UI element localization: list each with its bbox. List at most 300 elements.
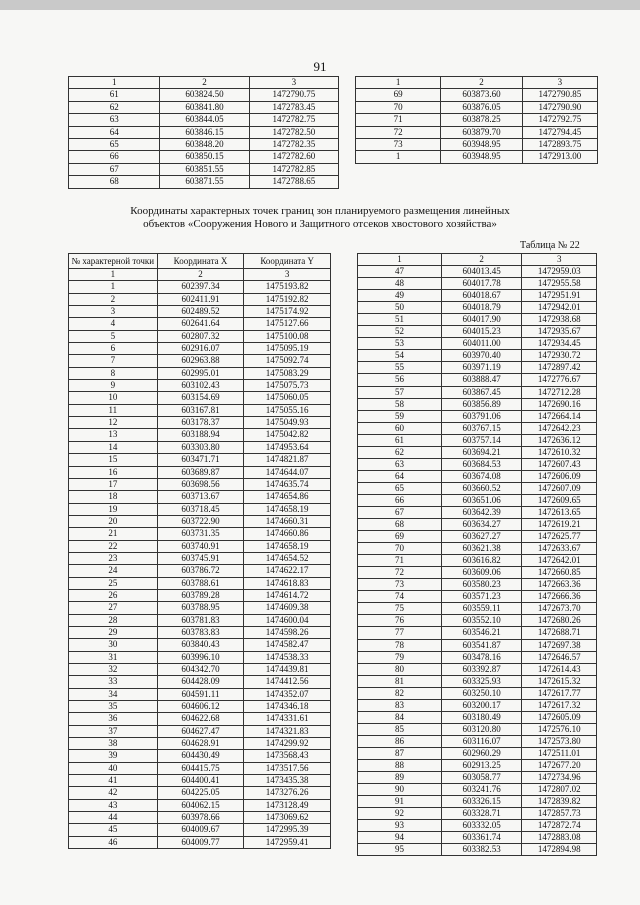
table-row <box>358 362 597 374</box>
table-row <box>356 89 598 101</box>
coordinate-y-cell: 1475055.16 <box>244 404 331 416</box>
table-row <box>69 176 339 188</box>
point-number-cell: 2 <box>69 293 158 305</box>
table-row <box>358 410 597 422</box>
caption-line-2: объектов «Сооружения Нового и Защитного отсеков хвостового хозяйства» <box>143 218 497 230</box>
point-number-cell: 34 <box>69 688 158 700</box>
point-number-cell: 1 <box>356 151 441 163</box>
coordinate-x-cell: 603188.94 <box>157 429 244 441</box>
coordinate-y-cell: 1472646.57 <box>522 651 597 663</box>
point-number-cell: 82 <box>358 687 442 699</box>
point-number-cell: 85 <box>358 723 442 735</box>
coordinate-y-cell: 1473128.49 <box>244 799 331 811</box>
coordinate-x-cell: 603303.80 <box>157 441 244 453</box>
table-row <box>69 114 339 126</box>
coordinate-x-cell: 603757.14 <box>441 434 521 446</box>
table-row <box>69 565 331 577</box>
coordinate-x-cell: 603970.40 <box>441 350 521 362</box>
coordinate-y-cell: 1474321.83 <box>244 725 331 737</box>
table-row <box>69 664 331 676</box>
point-number-cell: 74 <box>358 591 442 603</box>
coordinate-x-cell: 604622.68 <box>157 713 244 725</box>
point-number-cell: 24 <box>69 565 158 577</box>
coordinate-x-cell: 602807.32 <box>157 330 244 342</box>
point-number-cell: 25 <box>69 577 158 589</box>
coordinate-x-cell: 603788.95 <box>157 602 244 614</box>
coordinate-y-cell: 1472605.09 <box>522 711 597 723</box>
table-row <box>358 663 597 675</box>
point-number-cell: 1 <box>356 77 441 89</box>
coordinate-x-cell: 602913.25 <box>441 759 521 771</box>
point-number-cell: 21 <box>69 528 158 540</box>
coordinate-y-cell: 1472666.36 <box>522 591 597 603</box>
coordinate-y-cell: 1472790.75 <box>249 89 338 101</box>
point-number-cell: 44 <box>69 812 158 824</box>
coordinate-y-cell: 1472625.77 <box>522 531 597 543</box>
coordinate-y-cell: 1472935.67 <box>522 326 597 338</box>
table-row <box>358 458 597 470</box>
table-row <box>358 266 597 278</box>
coordinate-x-cell: 602489.52 <box>157 306 244 318</box>
coordinate-y-cell: 1472930.72 <box>522 350 597 362</box>
coordinate-x-cell: 603616.82 <box>441 555 521 567</box>
coordinate-x-cell: 603850.15 <box>160 151 249 163</box>
coordinate-x-cell: 603841.80 <box>160 101 249 113</box>
table-row <box>69 552 331 564</box>
coordinate-x-cell: 603471.71 <box>157 454 244 466</box>
top-right-table-body <box>356 77 598 164</box>
point-number-cell: 48 <box>358 278 442 290</box>
point-number-cell: 70 <box>358 543 442 555</box>
coordinate-y-cell: 1472959.03 <box>522 266 597 278</box>
table-row <box>358 386 597 398</box>
coordinate-x-cell: 602397.34 <box>157 281 244 293</box>
point-number-cell: 87 <box>358 747 442 759</box>
coordinate-y-cell: 1474618.83 <box>244 577 331 589</box>
coordinate-x-cell: 604011.00 <box>441 338 521 350</box>
point-number-cell: 71 <box>356 114 441 126</box>
point-number-cell: 45 <box>69 824 158 836</box>
point-number-cell: 67 <box>69 163 160 175</box>
coordinate-y-cell: 1472794.45 <box>522 126 597 138</box>
coordinate-y-cell: 1472712.28 <box>522 386 597 398</box>
point-number-cell: 32 <box>69 664 158 676</box>
coordinate-x-cell: 603546.21 <box>441 627 521 639</box>
point-number-cell: 76 <box>358 615 442 627</box>
coordinate-x-cell: 604017.90 <box>441 314 521 326</box>
coordinate-x-cell: 603971.19 <box>441 362 521 374</box>
coordinate-y-cell: 1474658.19 <box>244 540 331 552</box>
point-number-cell: 15 <box>69 454 158 466</box>
coordinate-x-cell: 603876.05 <box>441 101 522 113</box>
coordinate-x-cell: 604009.77 <box>157 836 244 848</box>
coordinate-x-cell: 603888.47 <box>441 374 521 386</box>
coordinate-y-cell: 1472573.80 <box>522 735 597 747</box>
table-row <box>358 711 597 723</box>
coordinate-y-cell: 1472790.90 <box>522 101 597 113</box>
table-row <box>69 750 331 762</box>
table-number-label: Таблица № 22 <box>520 240 580 251</box>
table-row <box>69 367 331 379</box>
table-row <box>69 812 331 824</box>
table-row <box>69 836 331 848</box>
table-row <box>69 503 331 515</box>
table-row <box>69 163 339 175</box>
table-row <box>358 784 597 796</box>
table-row <box>358 615 597 627</box>
table-row <box>358 350 597 362</box>
point-number-cell: 1 <box>69 77 160 89</box>
point-number-cell: 47 <box>358 266 442 278</box>
table-row <box>69 626 331 638</box>
point-number-cell: 67 <box>358 506 442 518</box>
coordinate-x-cell: 602641.64 <box>157 318 244 330</box>
point-number-cell: 59 <box>358 410 442 422</box>
table-row <box>358 374 597 386</box>
right-coordinates-table <box>357 253 597 856</box>
point-number-cell: 43 <box>69 799 158 811</box>
coordinate-y-cell: 1472610.32 <box>522 446 597 458</box>
coordinate-x-cell: 603848.20 <box>160 139 249 151</box>
coordinate-y-cell: 1472857.73 <box>522 808 597 820</box>
coordinate-y-cell: 1472942.01 <box>522 302 597 314</box>
table-row <box>358 579 597 591</box>
coordinate-x-cell: 603788.61 <box>157 577 244 589</box>
table-row <box>69 293 331 305</box>
coordinate-y-cell: 1474582.47 <box>244 639 331 651</box>
coordinate-y-cell: 1475100.08 <box>244 330 331 342</box>
coordinate-y-cell: 1472951.91 <box>522 290 597 302</box>
coordinate-y-cell: 1475075.73 <box>244 380 331 392</box>
point-number-cell: 53 <box>358 338 442 350</box>
coordinate-y-cell: 1472690.16 <box>522 398 597 410</box>
table-row <box>358 747 597 759</box>
coordinate-y-cell: 1472788.65 <box>249 176 338 188</box>
coordinate-x-cell: 603167.81 <box>157 404 244 416</box>
coordinate-y-cell: 1472688.71 <box>522 627 597 639</box>
table-row <box>358 470 597 482</box>
point-number-cell: 9 <box>69 380 158 392</box>
point-number-cell: 7 <box>69 355 158 367</box>
coordinate-x-cell: 604009.67 <box>157 824 244 836</box>
point-number-cell: 1 <box>69 269 158 281</box>
coordinate-x-cell: 603786.72 <box>157 565 244 577</box>
coordinate-x-cell: 603642.39 <box>441 506 521 518</box>
point-number-cell: 26 <box>69 589 158 601</box>
coordinate-y-cell: 1472897.42 <box>522 362 597 374</box>
coordinate-y-cell: 1475049.93 <box>244 417 331 429</box>
coordinate-y-cell: 1472633.67 <box>522 543 597 555</box>
coordinate-x-cell: 603689.87 <box>157 466 244 478</box>
coordinate-x-cell: 604015.23 <box>441 326 521 338</box>
coordinate-x-cell: 603996.10 <box>157 651 244 663</box>
table-row <box>69 101 339 113</box>
table-row <box>358 531 597 543</box>
header-coordinate-y: Координата Y <box>244 254 331 269</box>
point-number-cell: 39 <box>69 750 158 762</box>
table-row <box>358 290 597 302</box>
point-number-cell: 62 <box>358 446 442 458</box>
table-row <box>69 577 331 589</box>
coordinate-x-cell: 604400.41 <box>157 775 244 787</box>
coordinate-x-cell: 604591.11 <box>157 688 244 700</box>
coordinate-x-cell: 603879.70 <box>441 126 522 138</box>
point-number-cell: 65 <box>69 139 160 151</box>
coordinate-y-cell: 1472614.43 <box>522 663 597 675</box>
column-index-row <box>356 77 598 89</box>
table-row <box>356 114 598 126</box>
coordinate-x-cell: 603791.06 <box>441 410 521 422</box>
table-row <box>358 302 597 314</box>
coordinate-x-cell: 604342.70 <box>157 664 244 676</box>
coordinate-y-cell: 1472617.77 <box>522 687 597 699</box>
coordinate-y-cell: 1474660.86 <box>244 528 331 540</box>
point-number-cell: 4 <box>69 318 158 330</box>
point-number-cell: 3 <box>69 306 158 318</box>
coordinate-y-cell: 1475083.29 <box>244 367 331 379</box>
point-number-cell: 75 <box>358 603 442 615</box>
table-row <box>358 555 597 567</box>
coordinate-y-cell: 1472663.36 <box>522 579 597 591</box>
coordinate-x-cell: 603718.45 <box>157 503 244 515</box>
coordinate-x-cell: 603873.60 <box>441 89 522 101</box>
coordinate-x-cell: 603781.83 <box>157 614 244 626</box>
coordinate-x-cell: 603767.15 <box>441 422 521 434</box>
coordinate-x-cell: 604430.49 <box>157 750 244 762</box>
point-number-cell: 8 <box>69 367 158 379</box>
coordinate-x-cell: 603241.76 <box>441 784 521 796</box>
point-number-cell: 18 <box>69 491 158 503</box>
coordinate-x-cell: 603178.37 <box>157 417 244 429</box>
coordinate-y-cell: 1472782.35 <box>249 139 338 151</box>
top-left-table-body <box>69 77 339 189</box>
coordinate-x-cell: 603332.05 <box>441 820 521 832</box>
table-row <box>69 454 331 466</box>
coordinate-y-cell: 1474346.18 <box>244 701 331 713</box>
table-row <box>69 614 331 626</box>
point-number-cell: 64 <box>69 126 160 138</box>
coordinate-x-cell: 603789.28 <box>157 589 244 601</box>
coordinate-x-cell: 602995.01 <box>157 367 244 379</box>
table-row <box>358 434 597 446</box>
coordinate-x-cell: 604627.47 <box>157 725 244 737</box>
coordinate-x-cell: 604225.05 <box>157 787 244 799</box>
coordinate-x-cell: 603552.10 <box>441 615 521 627</box>
table-row <box>358 506 597 518</box>
header-point-number: № характерной точки <box>69 254 158 269</box>
coordinate-x-cell: 603698.56 <box>157 478 244 490</box>
point-number-cell: 1 <box>358 254 442 266</box>
coordinate-y-cell: 1472782.60 <box>249 151 338 163</box>
coordinate-y-cell: 1472642.23 <box>522 422 597 434</box>
table-row <box>69 139 339 151</box>
point-number-cell: 50 <box>358 302 442 314</box>
point-number-cell: 42 <box>69 787 158 799</box>
point-number-cell: 68 <box>69 176 160 188</box>
coordinate-y-cell: 1474412.56 <box>244 676 331 688</box>
coordinate-x-cell: 602960.29 <box>441 747 521 759</box>
coordinate-x-cell: 603978.66 <box>157 812 244 824</box>
table-row <box>69 738 331 750</box>
coordinate-y-cell: 1475193.82 <box>244 281 331 293</box>
coordinate-x-cell: 603660.52 <box>441 482 521 494</box>
coordinate-x-cell: 603621.38 <box>441 543 521 555</box>
table-row <box>358 675 597 687</box>
coordinate-x-cell: 603058.77 <box>441 772 521 784</box>
point-number-cell: 51 <box>358 314 442 326</box>
column-index-row <box>358 254 597 266</box>
coordinate-y-cell: 1474644.07 <box>244 466 331 478</box>
point-number-cell: 38 <box>69 738 158 750</box>
coordinate-y-cell: 1474299.92 <box>244 738 331 750</box>
coordinate-y-cell: 1473069.62 <box>244 812 331 824</box>
left-table-body <box>69 269 331 849</box>
table-row <box>358 494 597 506</box>
table-row <box>69 466 331 478</box>
table-row <box>69 528 331 540</box>
point-number-cell: 12 <box>69 417 158 429</box>
coordinate-x-cell: 603783.83 <box>157 626 244 638</box>
coordinate-x-cell: 603948.95 <box>441 139 522 151</box>
coordinate-y-cell: 1472995.39 <box>244 824 331 836</box>
coordinate-x-cell: 603609.06 <box>441 567 521 579</box>
coordinate-x-cell: 603627.27 <box>441 531 521 543</box>
table-row <box>69 380 331 392</box>
coordinate-y-cell: 1473435.38 <box>244 775 331 787</box>
coordinate-y-cell: 1472660.85 <box>522 567 597 579</box>
coordinate-x-cell: 603824.50 <box>160 89 249 101</box>
table-row <box>358 723 597 735</box>
coordinate-y-cell: 1472782.75 <box>249 114 338 126</box>
point-number-cell: 77 <box>358 627 442 639</box>
coordinate-x-cell: 603634.27 <box>441 519 521 531</box>
coordinate-y-cell: 1472697.38 <box>522 639 597 651</box>
table-row <box>358 543 597 555</box>
table-row <box>69 688 331 700</box>
coordinate-x-cell: 603326.15 <box>441 796 521 808</box>
coordinate-y-cell: 1474538.33 <box>244 651 331 663</box>
table-row <box>69 639 331 651</box>
coordinate-y-cell: 1472680.26 <box>522 615 597 627</box>
point-number-cell: 91 <box>358 796 442 808</box>
coordinate-x-cell: 603674.08 <box>441 470 521 482</box>
table-row <box>356 126 598 138</box>
coordinate-y-cell: 1475192.82 <box>244 293 331 305</box>
point-number-cell: 1 <box>69 281 158 293</box>
point-number-cell: 65 <box>358 482 442 494</box>
coordinate-y-cell: 1472913.00 <box>522 151 597 163</box>
coordinate-x-cell: 603200.17 <box>441 699 521 711</box>
coordinate-y-cell: 1472511.01 <box>522 747 597 759</box>
coordinate-y-cell: 1472606.09 <box>522 470 597 482</box>
coordinate-x-cell: 603867.45 <box>441 386 521 398</box>
table-row <box>69 404 331 416</box>
point-number-cell: 16 <box>69 466 158 478</box>
coordinate-x-cell: 602411.91 <box>157 293 244 305</box>
coordinate-y-cell: 1474658.19 <box>244 503 331 515</box>
point-number-cell: 22 <box>69 540 158 552</box>
coordinate-y-cell: 1472619.21 <box>522 519 597 531</box>
coordinate-y-cell: 1475174.92 <box>244 306 331 318</box>
coordinate-y-cell: 1472734.96 <box>522 772 597 784</box>
coordinate-x-cell: 604628.91 <box>157 738 244 750</box>
point-number-cell: 88 <box>358 759 442 771</box>
point-number-cell: 55 <box>358 362 442 374</box>
point-number-cell: 66 <box>69 151 160 163</box>
table-row <box>69 306 331 318</box>
table-row <box>69 151 339 163</box>
coordinate-y-cell: 1474609.38 <box>244 602 331 614</box>
coordinate-x-cell: 604013.45 <box>441 266 521 278</box>
coordinate-x-cell: 603651.06 <box>441 494 521 506</box>
point-number-cell: 68 <box>358 519 442 531</box>
table-row <box>69 281 331 293</box>
coordinate-x-cell: 603722.90 <box>157 515 244 527</box>
table-row <box>358 735 597 747</box>
coordinate-x-cell: 604017.78 <box>441 278 521 290</box>
coordinate-y-cell: 1472938.68 <box>522 314 597 326</box>
table-row <box>69 429 331 441</box>
top-left-coordinates-table <box>68 76 339 189</box>
point-number-cell: 57 <box>358 386 442 398</box>
right-table-body <box>358 254 597 856</box>
column-index-row <box>69 269 331 281</box>
coordinate-y-cell: 1472607.43 <box>522 458 597 470</box>
point-number-cell: 73 <box>356 139 441 151</box>
point-number-cell: 5 <box>69 330 158 342</box>
top-right-coordinates-table <box>355 76 598 164</box>
coordinate-y-cell: 1472839.82 <box>522 796 597 808</box>
coordinate-y-cell: 1472636.12 <box>522 434 597 446</box>
table-row <box>69 491 331 503</box>
coordinate-y-cell: 1475060.05 <box>244 392 331 404</box>
column-index-row <box>69 77 339 89</box>
coordinate-y-cell: 1472576.10 <box>522 723 597 735</box>
table-row <box>69 343 331 355</box>
coordinate-y-cell: 1474614.72 <box>244 589 331 601</box>
table-row <box>69 540 331 552</box>
table-row <box>358 639 597 651</box>
point-number-cell: 13 <box>69 429 158 441</box>
coordinate-x-cell: 603740.91 <box>157 540 244 552</box>
coordinate-x-cell: 603851.55 <box>160 163 249 175</box>
table-row <box>358 820 597 832</box>
coordinate-x-cell: 604606.12 <box>157 701 244 713</box>
coordinate-x-cell: 2 <box>441 254 521 266</box>
point-number-cell: 70 <box>356 101 441 113</box>
coordinate-x-cell: 603478.16 <box>441 651 521 663</box>
table-row <box>69 417 331 429</box>
table-row <box>358 627 597 639</box>
table-row <box>358 482 597 494</box>
coordinate-y-cell: 1472955.58 <box>522 278 597 290</box>
point-number-cell: 81 <box>358 675 442 687</box>
table-row <box>358 603 597 615</box>
table-row <box>69 602 331 614</box>
table-row <box>358 699 597 711</box>
coordinate-y-cell: 1474660.31 <box>244 515 331 527</box>
coordinate-y-cell: 1472607.09 <box>522 482 597 494</box>
table-row <box>356 139 598 151</box>
coordinate-y-cell: 1472872.74 <box>522 820 597 832</box>
table-row <box>358 519 597 531</box>
header-coordinate-x: Координата X <box>157 254 244 269</box>
coordinate-y-cell: 1472782.50 <box>249 126 338 138</box>
coordinate-y-cell: 3 <box>249 77 338 89</box>
table-row <box>69 824 331 836</box>
table-row <box>358 398 597 410</box>
caption-line-1: Координаты характерных точек границ зон планируемого размещения линейных <box>130 205 510 217</box>
